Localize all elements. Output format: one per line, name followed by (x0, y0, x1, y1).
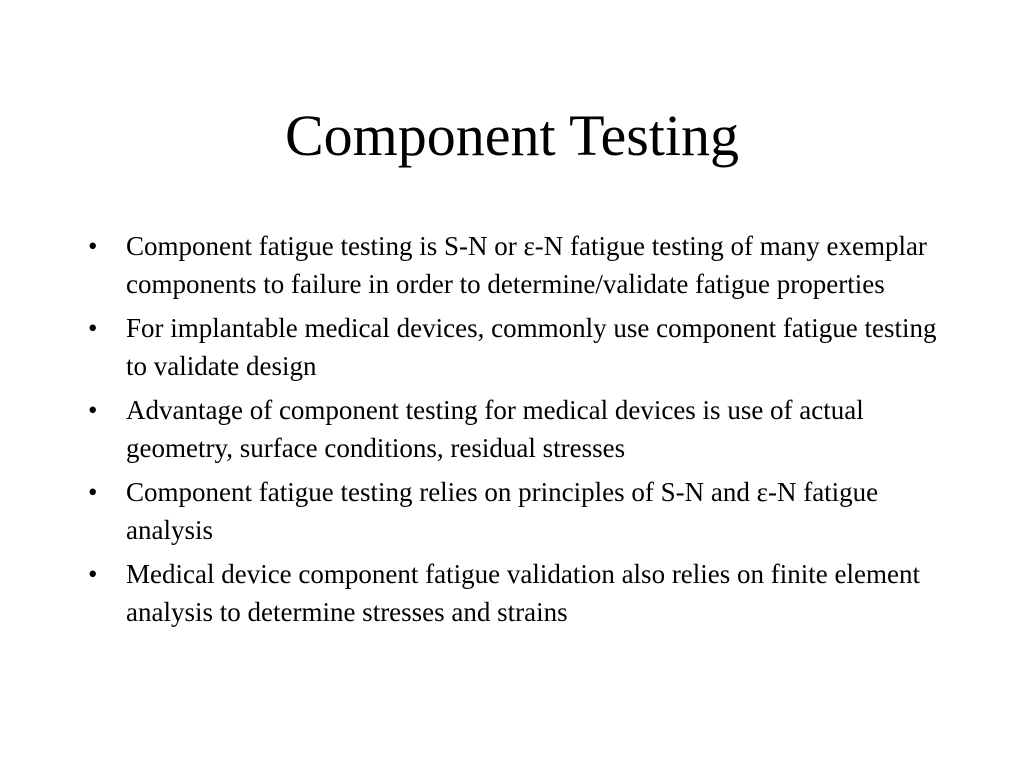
bullet-text: Component fatigue testing relies on principles of S-N and ε-N fatigue analysis (126, 477, 879, 545)
bullet-text: Component fatigue testing is S-N or ε-N fatigue testing of many exemplar components to failure in order to determine/validate fatigue properties (126, 231, 927, 299)
bullet-icon: • (88, 313, 98, 343)
bullet-item (88, 474, 958, 549)
bullet-list (88, 228, 958, 638)
bullet-icon: • (88, 477, 98, 507)
slide-title: Component Testing (284, 103, 740, 168)
bullet-text: Medical device component fatigue validation also relies on finite element analysis to determine stresses and strains (126, 559, 920, 627)
bullet-icon: • (88, 559, 98, 589)
bullet-item (88, 556, 958, 631)
bullet-text: Advantage of component testing for medical devices is use of actual geometry, surface conditions, residual stresses (126, 395, 864, 463)
bullet-icon: • (88, 395, 98, 425)
bullet-item (88, 310, 958, 385)
bullet-item (88, 228, 958, 303)
bullet-item (88, 392, 958, 467)
bullet-text: For implantable medical devices, commonly use component fatigue testing to validate design (126, 313, 937, 381)
bullet-icon: • (88, 231, 98, 261)
